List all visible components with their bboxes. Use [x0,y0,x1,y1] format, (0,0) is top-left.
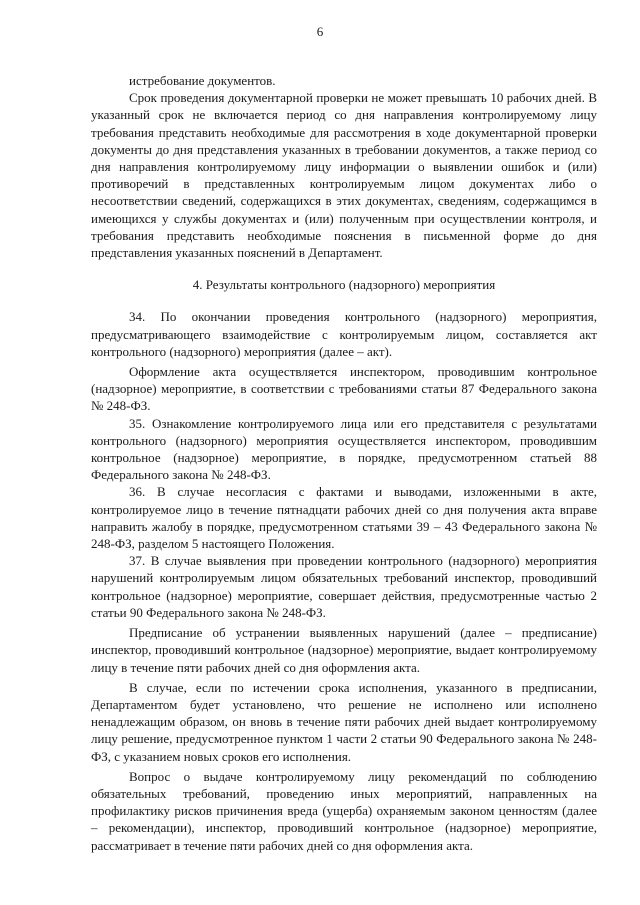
paragraph: 37. В случае выявления при проведении контрольного (надзорного) мероприятия нарушений контролируемым лицом обязательных требований инспектор, проводивший контрольное (надзорное) мероприятие, совершает действия, предусмотренные частью 2 статьи 90 Федерального закона № 248-ФЗ. [91,553,597,620]
paragraph: Вопрос о выдаче контролируемому лицу рекомендаций по соблюдению обязательных требований, проведению иных мероприятий, направленных на профилактику рисков причинения вреда (ущерба) охраняемым законом ценностям (далее – рекомендации), инспектор, проводивший контрольное (надзорное) мероприятие, рассматривает в течение пяти рабочих дней со дня оформления акта. [91,768,597,853]
paragraph: Срок проведения документарной проверки не может превышать 10 рабочих дней. В указанный срок не включается период со дня направления контролируемому лицу требования представить необходимые для рассмотрения в ходе документарной проверки документы до дня представления указанных в требовании документов, а также период со дня направления контролируемому лицу информации о выявлении ошибок и (или) противоречий в представленных контролируемым лицом документах либо о несоответствии сведений, содержащихся в этих документах, сведениям, содержащимся в имеющихся у службы документах и (или) полученным при осуществлении контроля, и требования представить необходимые пояснения в письменной форме до дня представления указанных пояснений в Департамент. [91,90,597,261]
page-number: 6 [316,24,324,39]
paragraph: В случае, если по истечении срока исполнения, указанного в предписании, Департаментом будет установлено, что решение не исполнено или исполнено ненадлежащим образом, он вновь в течение пяти рабочих дней выдает контролируемому лицу решение, предусмотренное пунктом 1 части 2 статьи 90 Федерального закона № 248-ФЗ, с указанием новых сроков его исполнения. [91,679,597,764]
paragraph: Оформление акта осуществляется инспектором, проводившим контрольное (надзорное) мероприятие, в соответствии с требованиями статьи 87 Федерального закона № 248-ФЗ. [91,364,597,414]
section-heading: 4. Результаты контрольного (надзорного) мероприятия [192,277,496,293]
document-body [91,72,597,854]
paragraph: истребование документов. [129,73,276,88]
paragraph: Предписание об устранении выявленных нарушений (далее – предписание) инспектор, проводивший контрольное (надзорное) мероприятие, выдает контролируемому лицу в течение пяти рабочих дней со дня оформления акта. [91,625,597,675]
paragraph: 36. В случае несогласия с фактами и выводами, изложенными в акте, контролируемое лицо в течение пятнадцати рабочих дней со дня получения акта вправе направить жалобу в порядке, предусмотренном статьями 39 – 43 Федерального закона № 248-ФЗ, разделом 5 настоящего Положения. [91,484,597,552]
paragraph: 34. По окончании проведения контрольного (надзорного) мероприятия, предусматривающего взаимодействие с контролируемым лицом, составляется акт контрольного (надзорного) мероприятия (далее – акт). [91,309,597,359]
paragraph: 35. Ознакомление контролируемого лица или его представителя с результатами контрольного (надзорного) мероприятия осуществляется инспектором, проводившим контрольное (надзорное) мероприятие, в порядке, предусмотренном статьей 88 Федерального закона № 248-ФЗ. [91,415,597,483]
